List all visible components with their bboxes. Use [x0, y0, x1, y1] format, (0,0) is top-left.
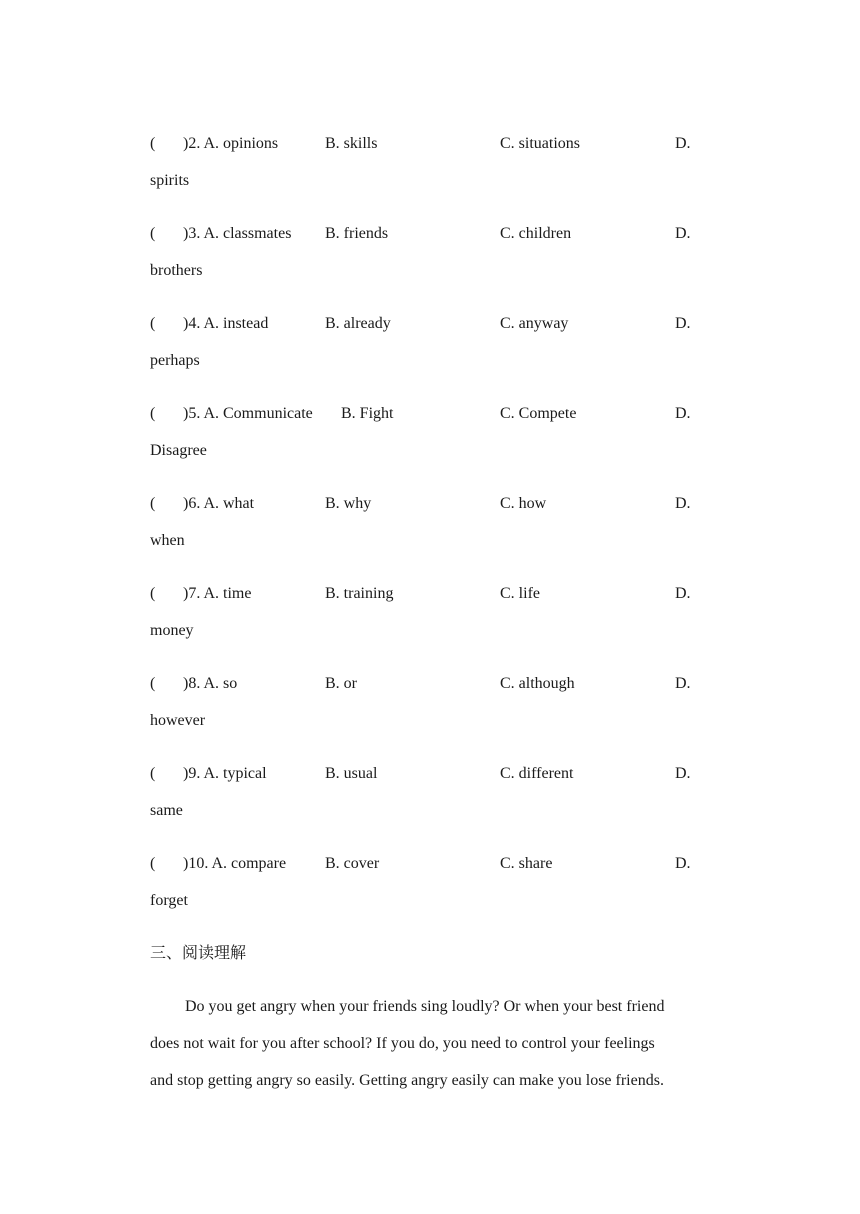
option-d-text: forget [150, 892, 188, 909]
option-c: C. situations [500, 135, 581, 152]
option-b: B. training [325, 585, 394, 602]
option-d-text: brothers [150, 262, 203, 279]
answer-blank: ( [150, 135, 156, 152]
option-c: C. anyway [500, 315, 569, 332]
option-c: C. different [500, 765, 574, 782]
option-b: B. cover [325, 855, 380, 872]
option-d-label: D. [675, 315, 691, 332]
option-a: )4. A. instead [183, 315, 269, 332]
question-9 [150, 764, 710, 784]
option-b: B. or [325, 675, 357, 692]
option-c: C. Compete [500, 405, 577, 422]
option-c: C. children [500, 225, 572, 242]
answer-blank: ( [150, 855, 156, 872]
passage-line: and stop getting angry so easily. Getting angry easily can make you lose friends. [150, 1072, 664, 1089]
option-d-label: D. [675, 855, 691, 872]
option-d-label: D. [675, 675, 691, 692]
answer-blank: ( [150, 225, 156, 242]
answer-blank: ( [150, 585, 156, 602]
option-a: )9. A. typical [183, 765, 267, 782]
section-title: 三、阅读理解 [150, 943, 247, 962]
question-10 [150, 854, 710, 874]
passage-line: does not wait for you after school? If you do, you need to control your feelings [150, 1035, 655, 1052]
option-d-text: Disagree [150, 442, 207, 459]
option-a: )7. A. time [183, 585, 252, 602]
option-a: )2. A. opinions [183, 135, 279, 152]
option-b: B. friends [325, 225, 389, 242]
option-a: )10. A. compare [183, 855, 287, 872]
option-d-text: however [150, 712, 206, 729]
option-a: )3. A. classmates [183, 225, 292, 242]
answer-blank: ( [150, 495, 156, 512]
option-b: B. why [325, 495, 372, 512]
option-d-label: D. [675, 585, 691, 602]
option-c: C. how [500, 495, 547, 512]
option-d-label: D. [675, 495, 691, 512]
answer-blank: ( [150, 315, 156, 332]
option-a: )6. A. what [183, 495, 255, 512]
question-8 [150, 674, 710, 694]
question-5 [150, 404, 710, 424]
option-d-label: D. [675, 135, 691, 152]
option-b: B. Fight [341, 405, 394, 422]
passage-line: Do you get angry when your friends sing loudly? Or when your best friend [185, 998, 665, 1015]
option-c: C. life [500, 585, 540, 602]
option-b: B. usual [325, 765, 378, 782]
answer-blank: ( [150, 675, 156, 692]
option-c: C. share [500, 855, 553, 872]
option-a: )5. A. Communicate [183, 405, 313, 422]
option-d-text: money [150, 622, 194, 639]
question-3 [150, 224, 710, 244]
option-d-label: D. [675, 765, 691, 782]
question-2 [150, 134, 710, 154]
option-d-label: D. [675, 225, 691, 242]
option-d-text: spirits [150, 172, 190, 189]
question-6 [150, 494, 710, 514]
option-b: B. skills [325, 135, 378, 152]
option-d-label: D. [675, 405, 691, 422]
option-c: C. although [500, 675, 575, 692]
answer-blank: ( [150, 765, 156, 782]
answer-blank: ( [150, 405, 156, 422]
option-d-text: perhaps [150, 352, 200, 369]
option-d-text: same [150, 802, 183, 819]
question-7 [150, 584, 710, 604]
option-d-text: when [150, 532, 185, 549]
option-b: B. already [325, 315, 391, 332]
option-a: )8. A. so [183, 675, 238, 692]
question-4 [150, 314, 710, 334]
